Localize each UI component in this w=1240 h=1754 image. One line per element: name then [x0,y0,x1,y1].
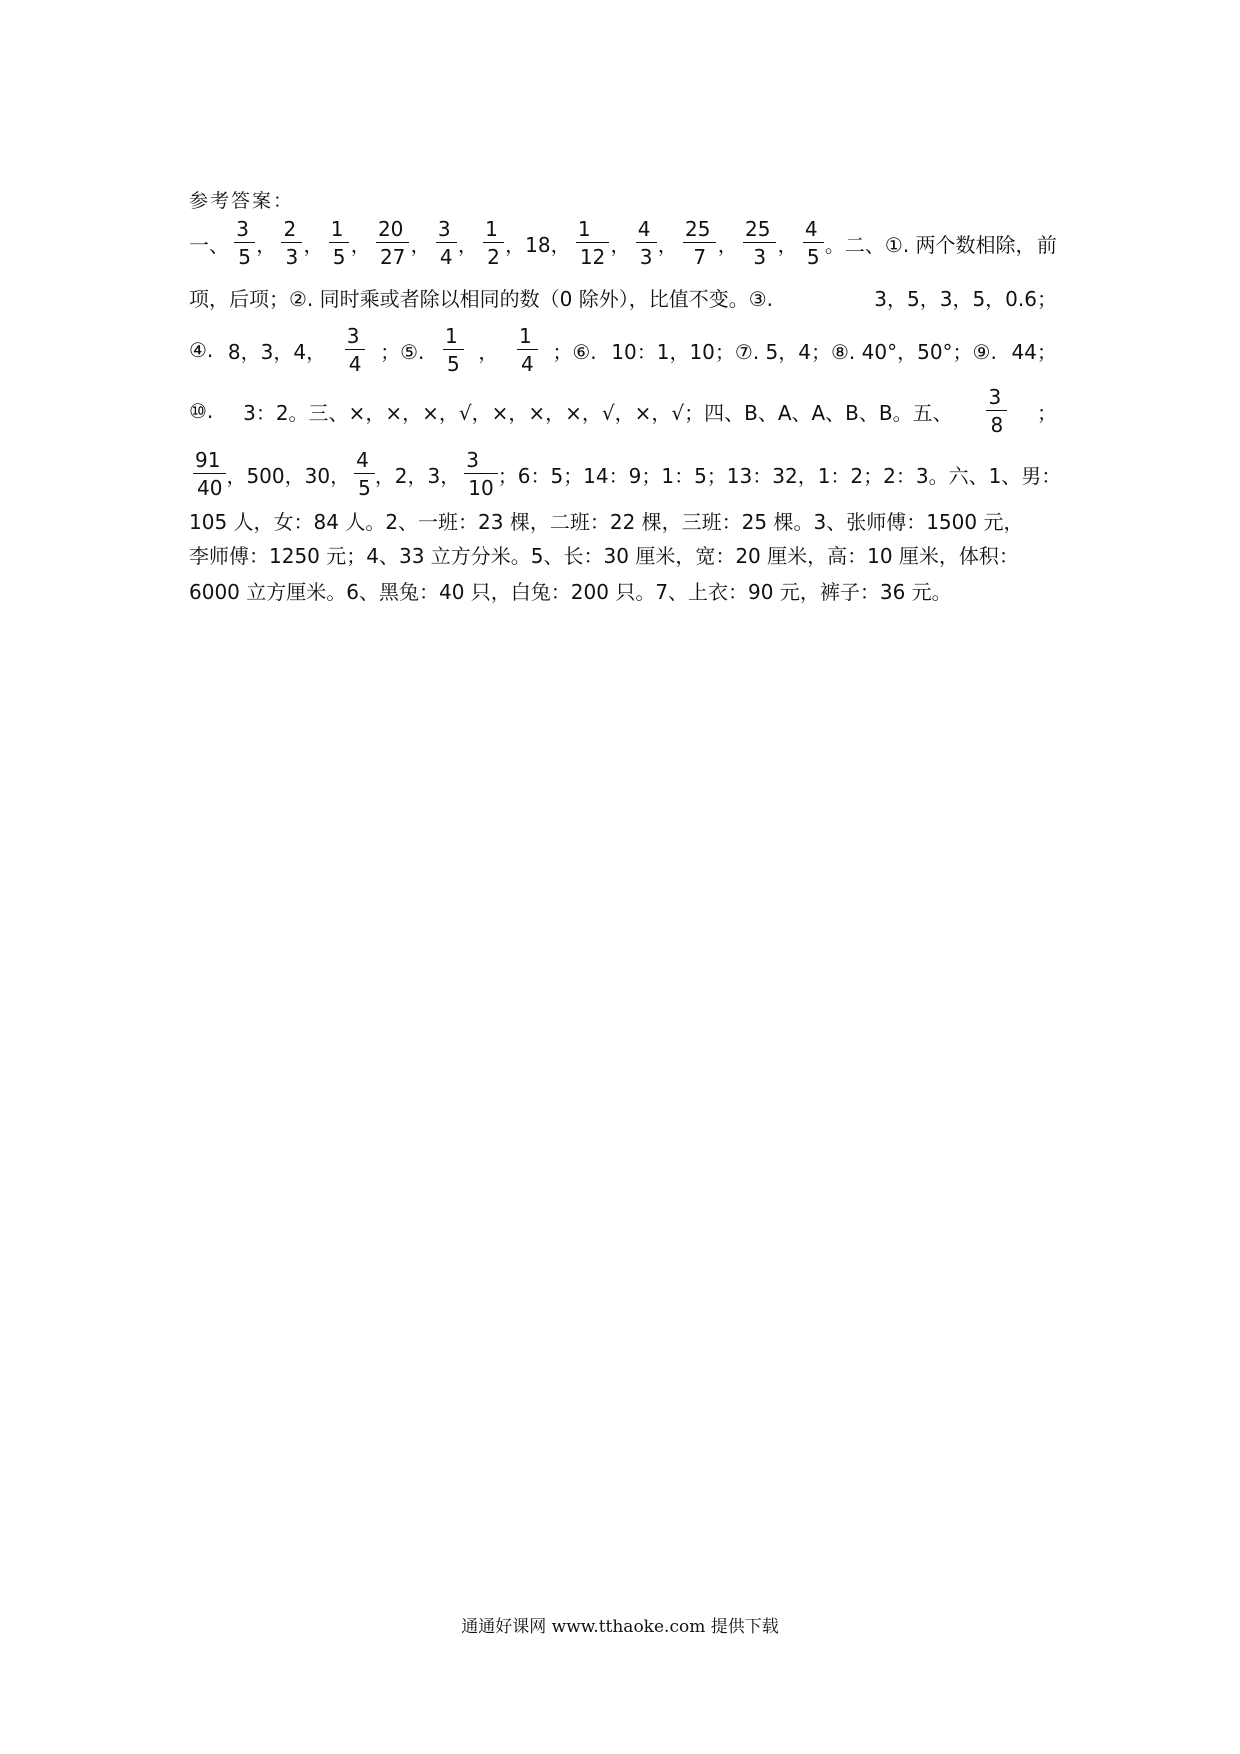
fraction-numerator: 4 [804,217,818,241]
fraction-denominator: 27 [376,242,409,267]
answer-text: ， [610,232,631,257]
fraction-denominator: 5 [234,242,255,267]
fraction [517,326,534,374]
fraction-numerator: 1 [330,217,344,241]
answer-text: ， [657,232,678,257]
answer-text: ；⑤. [380,339,425,364]
answer-text: ， [478,339,499,364]
answer-text: ， [410,232,431,257]
fraction [345,326,362,374]
fraction-denominator: 5 [354,473,375,498]
fraction [443,326,460,374]
fraction [234,219,251,267]
answer-text: 一、 [189,232,229,257]
answer-line [189,502,1057,538]
answer-line [189,320,1057,380]
answer-text: 6000 立方厘米。6、黑兔：40 只，白兔：200 只。7、上衣：90 元，裤子：36 元。 [189,579,952,604]
fraction-denominator: 5 [329,242,350,267]
fraction-denominator: 5 [443,349,464,374]
fraction-numerator: 3 [236,217,249,241]
fraction-numerator: 25 [685,217,711,241]
answer-text: ；6：5；14：9；1：5；13：32，1：2；2：3。六、1、男： [497,463,1062,488]
answer-text: ，500，30， [226,463,351,488]
answer-text: ，18， [505,232,571,257]
fraction [483,219,500,267]
answer-heading: 参考答案： [189,190,295,212]
fraction [281,219,298,267]
answer-text: 3：2。三、×，×，×，√，×，×，×，√，×，√；四、B、A、A、B、B。五、 [243,400,953,425]
answer-text: 李师傅：1250 元；4、33 立方分米。5、长：30 厘米，宽：20 厘米，高：10 厘米，体积： [189,543,1019,568]
fraction-numerator: 1 [577,217,591,241]
fraction-denominator: 10 [464,473,497,498]
fraction-denominator: 7 [683,242,716,267]
fraction-numerator: 20 [377,217,404,241]
fraction-numerator: 2 [283,217,297,241]
fraction-numerator: 1 [445,324,458,348]
fraction-numerator: 91 [195,448,221,472]
fraction-numerator: 1 [519,324,532,348]
fraction-denominator: 8 [986,410,1007,435]
fraction-denominator: 3 [636,242,657,267]
answer-text: ④. [189,338,214,362]
fraction-denominator: 4 [345,349,366,374]
fraction-denominator: 2 [483,242,504,267]
answer-text: 3，5，3，5，0.6； [874,286,1057,311]
answer-text: ， [777,232,798,257]
answer-text: 44； [1011,339,1057,364]
answer-text: ⑩. [189,399,214,423]
answer-text: 105 人，女：84 人。2、一班：23 棵，二班：22 棵，三班：25 棵。3、张师傅：1500 元， [189,509,1024,534]
answer-line [189,213,1057,273]
fraction-denominator: 40 [193,473,226,498]
answer-line [189,267,1057,327]
fraction-denominator: 4 [517,349,538,374]
fraction-numerator: 25 [744,217,771,241]
answer-text: ，2，3， [374,463,461,488]
fraction-numerator: 1 [485,217,498,241]
fraction [464,450,493,498]
fraction [803,219,820,267]
answer-text: ， [717,232,738,257]
answer-text: ， [350,232,371,257]
answer-text: ， [256,232,277,257]
fraction-denominator: 3 [281,242,302,267]
fraction-numerator: 4 [356,448,369,472]
fraction [329,219,346,267]
fraction-numerator: 4 [637,217,651,241]
fraction-numerator: 3 [466,448,479,472]
answer-line [189,444,1062,504]
answer-line [189,536,1057,572]
fraction [354,450,371,498]
fraction [683,219,712,267]
fraction-numerator: 3 [988,385,1002,409]
fraction-denominator: 3 [743,242,776,267]
fraction-denominator: 12 [576,242,609,267]
answer-text: 10：1，10；⑦. 5，4；⑧. 40°，50°；⑨. [611,339,997,364]
fraction-denominator: 5 [803,242,824,267]
fraction-numerator: 3 [437,217,451,241]
answer-text: 8，3，4， [227,339,327,364]
fraction [743,219,772,267]
answer-line [189,572,1057,608]
answer-text: 前 [1036,232,1057,257]
fraction [636,219,653,267]
answer-text: 。二、①. 两个数相除， [824,232,1036,257]
answer-text: ， [303,232,324,257]
answer-text: ， [457,232,478,257]
fraction [193,450,222,498]
fraction-numerator: 3 [346,324,360,348]
fraction [436,219,453,267]
answer-text: ； [1036,400,1057,425]
footer-text: 通通好课网 www.tthaoke.com 提供下载 [461,1617,779,1637]
fraction [376,219,405,267]
answer-line [189,381,1057,441]
answer-text: 项，后项；②. 同时乘或者除以相同的数（0 除外），比值不变。③. [189,286,774,311]
answer-text: ；⑥. [552,339,597,364]
fraction [986,387,1003,435]
fraction-denominator: 4 [436,242,457,267]
fraction [576,219,605,267]
